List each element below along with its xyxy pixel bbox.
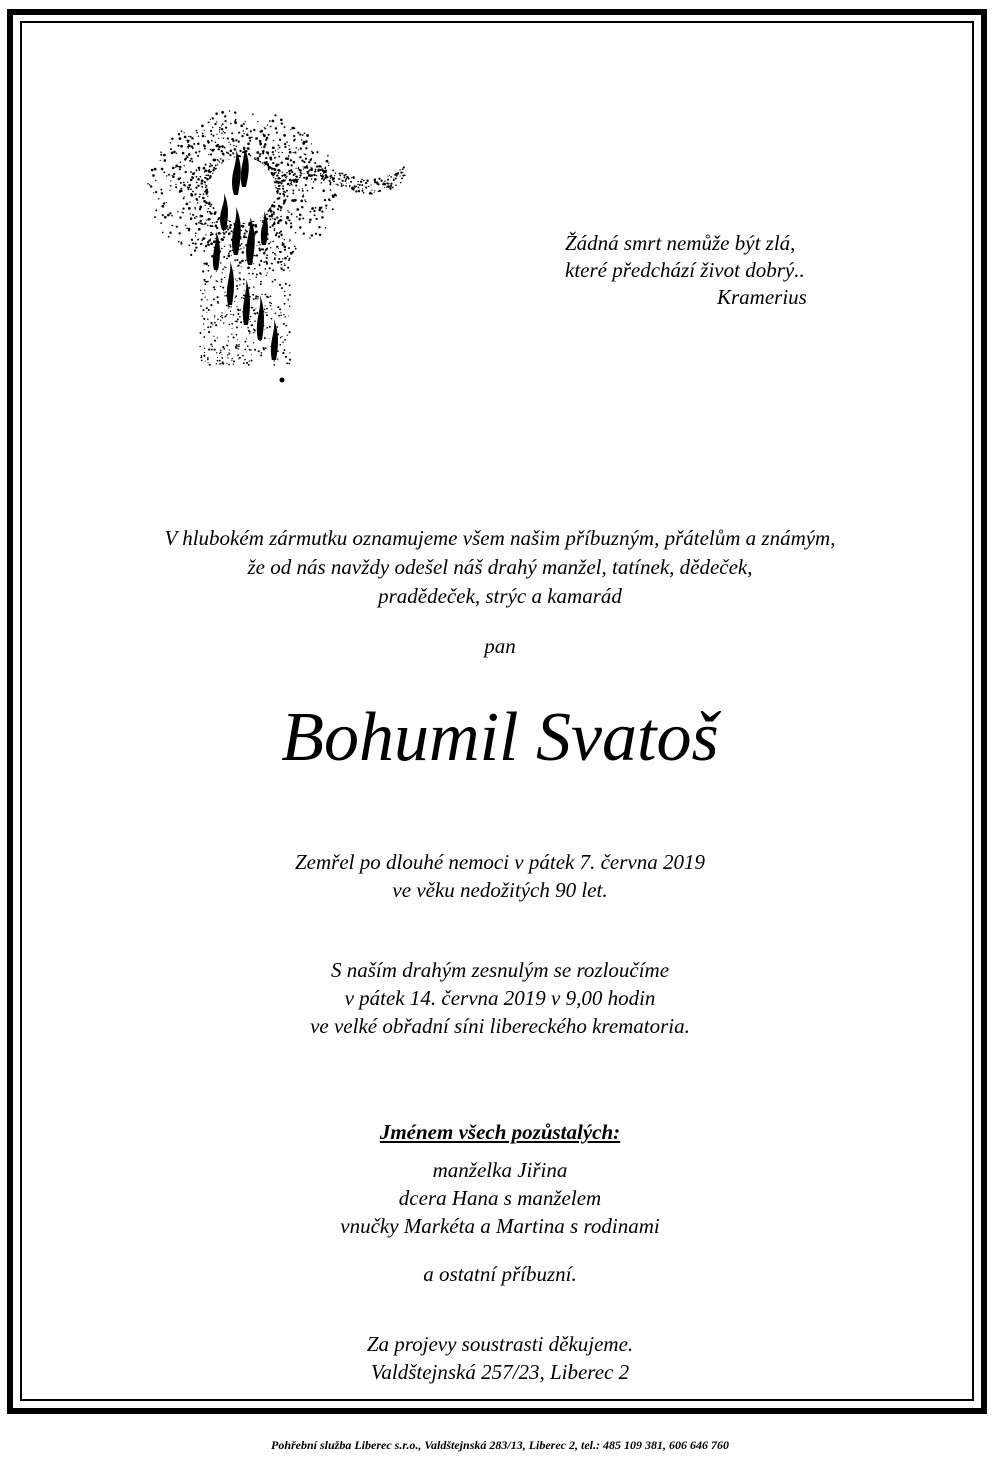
candle-flames-moon-icon (130, 95, 410, 430)
honorific: pan (484, 634, 516, 658)
announcement-line-2: že od nás navždy odešel náš drahý manžel, tatínek, dědeček, (247, 555, 753, 579)
other-relatives: a ostatní příbuzní. (423, 1262, 577, 1286)
funeral-line-2: v pátek 14. června 2019 v 9,00 hodin (344, 986, 656, 1010)
announcement (0, 524, 1000, 611)
motto-author: Kramerius (717, 285, 807, 309)
funeral-line-1: S naším drahým zesnulým se rozloučíme (330, 958, 670, 982)
deceased-name: Bohumil Svatoš (281, 699, 719, 776)
funeral-info (0, 956, 1000, 1040)
death-line-1: Zemřel po dlouhé nemoci v pátek 7. června 2019 (295, 850, 705, 874)
thanks-line: Za projevy soustrasti děkujeme. (366, 1332, 634, 1356)
announcement-line-1: V hlubokém zármutku oznamujeme všem našim příbuzným, přátelům a známým, (164, 526, 836, 550)
motto-line-2: které předchází život dobrý.. (565, 258, 805, 282)
announcement-line-3: pradědeček, strýc a kamarád (378, 584, 622, 608)
motto-line-1: Žádná smrt nemůže být zlá, (565, 231, 796, 255)
mourner-item: manželka Jiřina (432, 1158, 568, 1182)
mourners-heading: Jménem všech pozůstalých: (379, 1120, 621, 1144)
mourner-item: dcera Hana s manželem (398, 1186, 602, 1210)
motto (565, 230, 855, 311)
death-info (0, 848, 1000, 904)
death-line-2: ve věku nedožitých 90 let. (392, 878, 608, 902)
address-line: Valdštejnská 257/23, Liberec 2 (370, 1360, 630, 1384)
closing (0, 1330, 1000, 1386)
mourners-list (0, 1156, 1000, 1240)
mourner-item: vnučky Markéta a Martina s rodinami (340, 1214, 660, 1238)
funeral-line-3: ve velké obřadní síni libereckého krematoria. (310, 1014, 690, 1038)
footer-funeral-service: Pohřební služba Liberec s.r.o., Valdštejnská 283/13, Liberec 2, tel.: 485 109 381, 606 646 760 (271, 1438, 729, 1452)
